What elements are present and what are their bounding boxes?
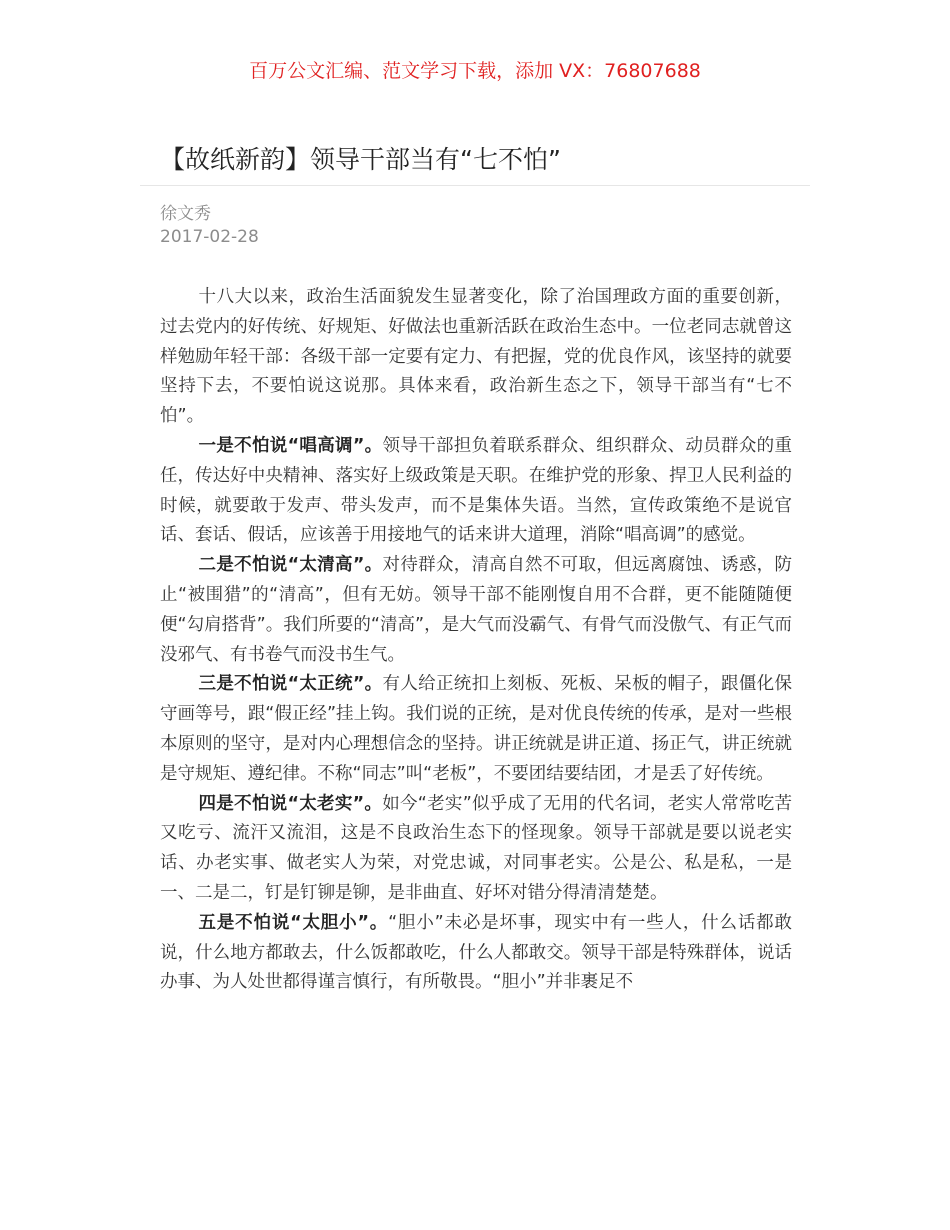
watermark-banner: 百万公文汇编、范文学习下载，添加 VX：76807688: [249, 60, 701, 82]
author-name: 徐文秀: [160, 204, 211, 224]
section-text: 领导干部担负着联系群众、组织群众、动员群众的重任，传达好中央精神、落实好上级政策是天职。在维护党的形象、捍卫人民利益的时候，就要敢于发声、带头发声，而不是集体失语。当然，宣传政策绝不是说官话、套话、假话，应该善于用接地气的话来讲大道理，消除“唱高调”的感觉。: [160, 435, 792, 546]
section-paragraph-2: [160, 551, 792, 670]
section-paragraph-1: [160, 432, 792, 551]
article-title: 【故纸新韵】领导干部当有“七不怕”: [160, 145, 561, 174]
title-divider: [140, 185, 810, 186]
section-paragraph-4: [160, 790, 792, 909]
section-paragraph-5: [160, 909, 792, 998]
section-text: 如今“老实”似乎成了无用的代名词，老实人常常吃苦又吃亏、流汗又流泪，这是不良政治生态下的怪现象。领导干部就是要以说老实话、办老实事、做老实人为荣，对党忠诚，对同事老实。公是公、私是私，一是一、二是二，钉是钉铆是铆，是非曲直、好坏对错分得清清楚楚。: [160, 793, 792, 903]
publish-date: 2017-02-28: [160, 227, 259, 247]
section-text: 有人给正统扣上刻板、死板、呆板的帽子，跟僵化保守画等号，跟“假正经”挂上钩。我们说的正统，是对优良传统的传承，是对一些根本原则的坚守，是对内心理想信念的坚持。讲正统就是讲正道、扬正气，讲正统就是守规矩、遵纪律。不称“同志”叫“老板”，不要团结要结团，才是丢了好传统。: [160, 674, 792, 784]
section-text: 对待群众，清高自然不可取，但远离腐蚀、诱惑，防止“被围猎”的“清高”，但有无妨。领导干部不能刚愎自用不合群，更不能随随便便“勾肩搭背”。我们所要的“清高”，是大气而没霸气、有骨气而没傲气、有正气而没邪气、有书卷气而没书生气。: [160, 555, 792, 665]
section-heading: 四是不怕说“太老实”。: [198, 793, 383, 814]
article-body: [160, 283, 792, 998]
section-paragraph-3: [160, 670, 792, 789]
section-heading: 二是不怕说“太清高”。: [198, 555, 383, 576]
section-text: “胆小”未必是坏事，现实中有一些人，什么话都敢说，什么地方都敢去，什么饭都敢吃，什么人都敢交。领导干部是特殊群体，说话办事、为人处世都得谨言慎行，有所敬畏。“胆小”并非裹足不: [160, 912, 792, 993]
article-meta: [160, 203, 259, 249]
section-heading: 三是不怕说“太正统”。: [198, 674, 383, 695]
intro-paragraph: 十八大以来，政治生活面貌发生显著变化，除了治国理政方面的重要创新，过去党内的好传统、好规矩、好做法也重新活跃在政治生态中。一位老同志就曾这样勉励年轻干部：各级干部一定要有定力、有把握，党的优良作风，该坚持的就要坚持下去，不要怕说这说那。具体来看，政治新生态之下，领导干部当有“七不怕”。: [160, 287, 792, 427]
section-heading: 五是不怕说“太胆小”。: [198, 912, 389, 933]
section-heading: 一是不怕说“唱高调”。: [198, 435, 383, 456]
